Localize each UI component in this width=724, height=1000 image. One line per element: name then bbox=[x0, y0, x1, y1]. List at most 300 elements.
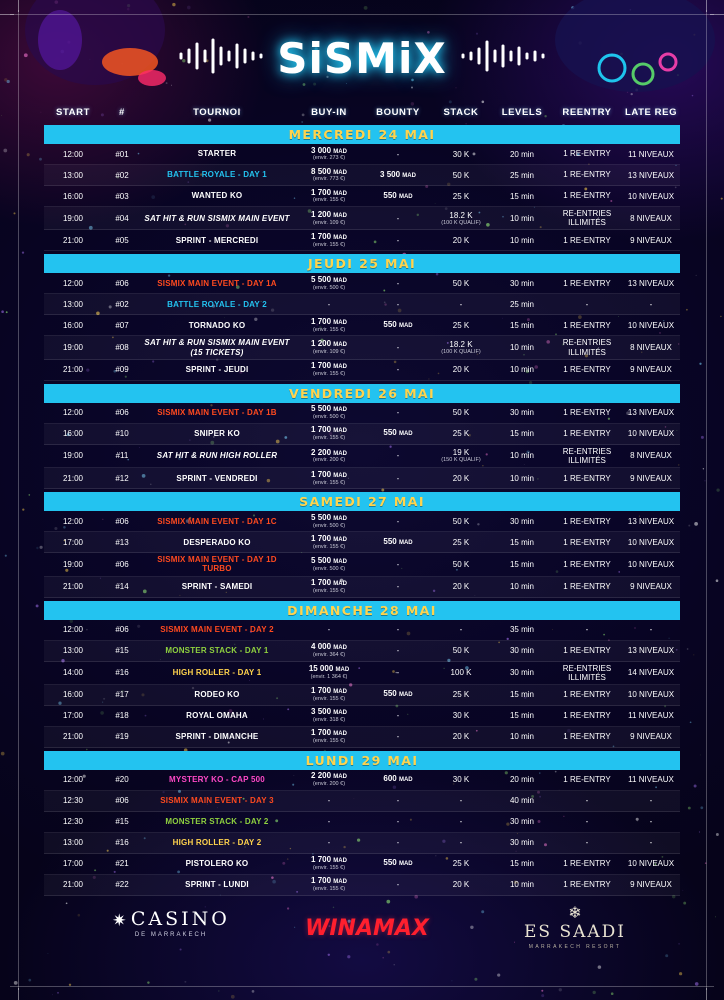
cell-buyin: 3 000 MAD (envir. 273 €) bbox=[311, 145, 347, 162]
cell-event-number: #17 bbox=[115, 690, 129, 700]
cell-late-reg: 8 NIVEAUX bbox=[630, 343, 672, 353]
cell-tournament-name: DESPERADO KO bbox=[183, 537, 251, 547]
day-title: SAMEDI 27 MAI bbox=[299, 494, 425, 510]
cell-levels: 30 min bbox=[509, 408, 534, 418]
winamax-name: WINAMAX bbox=[305, 916, 429, 941]
audio-wave-icon bbox=[457, 36, 547, 81]
cell-event-number: #15 bbox=[115, 646, 129, 655]
cell-bounty: - bbox=[396, 278, 400, 288]
cell-levels: 25 min bbox=[509, 170, 534, 180]
table-row bbox=[44, 662, 680, 685]
table-row bbox=[44, 812, 680, 833]
table-row bbox=[44, 685, 680, 706]
cell-start-time: 16:00 bbox=[62, 690, 84, 700]
cell-late-reg: 10 NIVEAUX bbox=[627, 537, 675, 547]
cell-event-number: #20 bbox=[115, 775, 129, 785]
cell-start-time: 12:00 bbox=[62, 408, 84, 418]
cell-levels: 30 min bbox=[509, 516, 534, 526]
cell-start-time: 19:00 bbox=[62, 451, 84, 461]
cell-stack: 20 K bbox=[452, 880, 470, 890]
frame-right bbox=[706, 10, 707, 990]
cell-stack: 25 K bbox=[452, 191, 470, 201]
column-header-late-reg: LATE REG bbox=[624, 106, 678, 118]
cell-bounty: - bbox=[396, 559, 400, 569]
cell-reentry: 1 RE-ENTRY bbox=[563, 473, 611, 483]
table-row bbox=[44, 791, 680, 812]
cell-tournament-name: STARTER bbox=[197, 149, 237, 159]
cell-event-number: #05 bbox=[115, 235, 129, 245]
cell-stack: 50 K bbox=[452, 170, 470, 180]
cell-buyin: 1 200 MAD (envir. 109 €) bbox=[311, 209, 347, 226]
cell-reentry: 1 RE-ENTRY bbox=[563, 170, 611, 180]
column-header-buy-in: BUY-IN bbox=[311, 106, 347, 118]
cell-event-number: #21 bbox=[115, 859, 129, 869]
cell-stack: 25 K bbox=[452, 320, 470, 330]
cell-levels: 10 min bbox=[509, 732, 534, 742]
cell-levels: 15 min bbox=[509, 429, 534, 439]
cell-tournament-name: SISMIX MAIN EVENT - DAY 2 bbox=[160, 624, 274, 634]
column-header-start: START bbox=[56, 106, 90, 118]
day-header bbox=[44, 601, 680, 620]
cell-levels: 10 min bbox=[509, 880, 534, 890]
cell-reentry: - bbox=[585, 796, 589, 806]
table-row bbox=[44, 620, 680, 641]
cell-reentry: 1 RE-ENTRY bbox=[563, 278, 611, 288]
table-row bbox=[44, 336, 680, 359]
cell-tournament-name: RODEO KO bbox=[194, 690, 240, 700]
table-row bbox=[44, 315, 680, 336]
cell-late-reg: 10 NIVEAUX bbox=[627, 320, 675, 330]
cell-late-reg: - bbox=[649, 299, 653, 309]
cell-reentry: 1 RE-ENTRY bbox=[563, 408, 611, 418]
cell-bounty: - bbox=[396, 582, 400, 591]
essaadi-subtitle: MARRAKECH RESORT bbox=[528, 944, 622, 950]
cell-stack: 25 K bbox=[452, 859, 470, 869]
cell-tournament-name: MONSTER STACK - DAY 1 bbox=[165, 645, 269, 655]
cell-tournament-name: HIGH ROLLER - DAY 2 bbox=[172, 838, 262, 848]
cell-stack: 50 K bbox=[452, 408, 470, 418]
cell-reentry: 1 RE-ENTRY bbox=[563, 645, 611, 655]
frame-bottom bbox=[10, 986, 714, 987]
sponsor-winamax bbox=[292, 916, 442, 941]
cell-event-number: #01 bbox=[115, 149, 129, 159]
cell-reentry: 1 RE-ENTRY bbox=[563, 732, 611, 742]
cell-tournament-name: MYSTERY KO - CAP 500 bbox=[169, 775, 265, 785]
cell-late-reg: - bbox=[649, 838, 653, 848]
cell-buyin: - bbox=[327, 838, 331, 848]
cell-tournament-name: SPRINT - JEUDI bbox=[185, 365, 249, 375]
cell-event-number: #08 bbox=[115, 343, 129, 353]
cell-bounty: 550 MAD bbox=[383, 689, 413, 699]
cell-tournament-name: SISMIX MAIN EVENT - DAY 1C bbox=[157, 516, 277, 526]
cell-buyin: 1 700 MAD (envir. 155 €) bbox=[311, 728, 347, 745]
cell-reentry: RE-ENTRIES ILLIMITÉS bbox=[562, 338, 612, 357]
cell-buyin: 15 000 MAD (envir. 1 364 €) bbox=[308, 664, 350, 681]
cell-stack: - bbox=[459, 625, 463, 634]
cell-stack: - bbox=[459, 838, 463, 848]
cell-event-number: #11 bbox=[115, 451, 129, 461]
cell-buyin: 5 500 MAD (envir. 500 €) bbox=[311, 404, 347, 421]
cell-reentry: - bbox=[585, 817, 589, 827]
cell-bounty: 550 MAD bbox=[383, 319, 413, 329]
crop-mark bbox=[18, 0, 19, 12]
cell-levels: 10 min bbox=[509, 473, 534, 483]
cell-tournament-name: BATTLE ROYALE - DAY 1 bbox=[167, 170, 267, 180]
cell-start-time: 16:00 bbox=[62, 191, 84, 201]
cell-buyin: 1 700 MAD (envir. 155 €) bbox=[311, 578, 347, 594]
table-row bbox=[44, 144, 680, 165]
cell-bounty: - bbox=[396, 625, 400, 634]
cell-late-reg: 8 NIVEAUX bbox=[630, 451, 672, 461]
cell-levels: 10 min bbox=[509, 343, 534, 353]
table-row bbox=[44, 186, 680, 207]
cell-late-reg: 10 NIVEAUX bbox=[627, 859, 675, 869]
schedule-table bbox=[44, 102, 680, 896]
logo-text: SiSMiX bbox=[277, 34, 447, 83]
cell-stack: 30 K bbox=[452, 711, 470, 721]
cell-stack: 19 K (150 K QUALIF) bbox=[441, 448, 481, 464]
cell-event-number: #09 bbox=[115, 365, 129, 375]
table-row bbox=[44, 468, 680, 489]
cell-stack: 25 K bbox=[452, 537, 470, 547]
cell-stack: 18.2 K (100 K QUALIF) bbox=[441, 210, 481, 226]
cell-levels: 15 min bbox=[509, 711, 534, 721]
cell-late-reg: 9 NIVEAUX bbox=[630, 732, 672, 742]
cell-late-reg: - bbox=[649, 625, 653, 634]
cell-bounty: - bbox=[396, 235, 400, 245]
cell-buyin: 1 700 MAD (envir. 155 €) bbox=[311, 533, 347, 550]
cell-event-number: #16 bbox=[115, 838, 129, 848]
cell-late-reg: 13 NIVEAUX bbox=[627, 516, 675, 526]
cell-event-number: #06 bbox=[115, 516, 129, 526]
cell-stack: 20 K bbox=[452, 473, 470, 483]
cell-bounty: - bbox=[396, 732, 400, 742]
table-row bbox=[44, 273, 680, 294]
column-header-bounty: BOUNTY bbox=[376, 106, 420, 118]
cell-start-time: 19:00 bbox=[62, 213, 84, 223]
cell-levels: 20 min bbox=[509, 149, 534, 159]
column-header-reentry: REENTRY bbox=[562, 106, 612, 118]
frame-left bbox=[18, 10, 19, 990]
cell-bounty: 550 MAD bbox=[383, 858, 413, 868]
cell-buyin: - bbox=[327, 817, 331, 827]
crop-mark bbox=[706, 988, 707, 1000]
cell-levels: 30 min bbox=[509, 838, 534, 848]
cell-levels: 15 min bbox=[509, 537, 534, 547]
cell-tournament-name: SISMIX MAIN EVENT - DAY 1D TURBO bbox=[157, 555, 277, 574]
table-row bbox=[44, 641, 680, 662]
casino-name: CASINO bbox=[130, 908, 230, 930]
day-title: VENDREDI 26 MAI bbox=[288, 385, 436, 401]
cell-stack: 50 K bbox=[452, 559, 470, 569]
cell-start-time: 21:00 bbox=[62, 582, 84, 591]
cell-reentry: 1 RE-ENTRY bbox=[563, 581, 611, 591]
sponsor-essaadi bbox=[490, 906, 660, 950]
cell-late-reg: 11 NIVEAUX bbox=[628, 775, 674, 785]
cell-tournament-name: BATTLE ROYALE - DAY 2 bbox=[167, 299, 267, 309]
cell-bounty: - bbox=[396, 473, 400, 483]
table-row bbox=[44, 553, 680, 576]
cell-late-reg: - bbox=[649, 796, 653, 806]
cell-buyin: 2 200 MAD (envir. 200 €) bbox=[311, 771, 347, 788]
cell-late-reg: 13 NIVEAUX bbox=[627, 408, 675, 418]
cell-late-reg: 9 NIVEAUX bbox=[630, 365, 672, 375]
cell-late-reg: 10 NIVEAUX bbox=[627, 559, 675, 569]
cell-start-time: 21:00 bbox=[62, 473, 84, 483]
cell-bounty: - bbox=[396, 838, 400, 848]
cell-event-number: #07 bbox=[115, 320, 129, 330]
table-row bbox=[44, 424, 680, 445]
cell-start-time: 17:00 bbox=[62, 859, 84, 869]
day-title: DIMANCHE 28 MAI bbox=[287, 602, 437, 618]
cell-late-reg: - bbox=[649, 817, 653, 827]
cell-buyin: 5 500 MAD (envir. 500 €) bbox=[311, 274, 347, 291]
cell-start-time: 12:00 bbox=[62, 775, 84, 785]
table-row bbox=[44, 770, 680, 791]
cell-event-number: #06 bbox=[115, 408, 129, 418]
cell-stack: 30 K bbox=[452, 149, 470, 159]
cell-levels: 30 min bbox=[509, 817, 534, 827]
audio-wave-icon bbox=[177, 36, 267, 81]
cell-reentry: RE-ENTRIES ILLIMITÉS bbox=[562, 446, 612, 465]
cell-event-number: #03 bbox=[115, 191, 129, 201]
cell-reentry: 1 RE-ENTRY bbox=[563, 880, 611, 890]
cell-start-time: 13:00 bbox=[62, 299, 84, 309]
cell-late-reg: 13 NIVEAUX bbox=[627, 170, 675, 180]
cell-buyin: 5 500 MAD (envir. 500 €) bbox=[311, 555, 347, 572]
cell-start-time: 14:00 bbox=[62, 668, 84, 678]
day-title: MERCREDI 24 MAI bbox=[288, 127, 436, 142]
event-logo bbox=[0, 34, 724, 100]
cell-late-reg: 13 NIVEAUX bbox=[627, 278, 675, 288]
cell-start-time: 21:00 bbox=[62, 235, 84, 245]
cell-reentry: 1 RE-ENTRY bbox=[563, 429, 611, 439]
cell-reentry: 1 RE-ENTRY bbox=[563, 859, 611, 869]
cell-buyin: 4 000 MAD (envir. 364 €) bbox=[311, 642, 347, 658]
cell-late-reg: 8 NIVEAUX bbox=[630, 213, 672, 223]
cell-late-reg: 9 NIVEAUX bbox=[630, 473, 672, 483]
cell-buyin: 1 700 MAD (envir. 155 €) bbox=[311, 855, 347, 872]
cell-late-reg: 9 NIVEAUX bbox=[630, 582, 672, 591]
cell-tournament-name: HIGH ROLLER - DAY 1 bbox=[172, 668, 262, 678]
cell-start-time: 21:00 bbox=[62, 732, 84, 742]
cell-start-time: 21:00 bbox=[62, 880, 84, 890]
cell-tournament-name: SISMIX MAIN EVENT - DAY 1A bbox=[157, 278, 277, 288]
table-row bbox=[44, 727, 680, 748]
cell-event-number: #06 bbox=[115, 796, 129, 806]
cell-start-time: 12:00 bbox=[62, 278, 84, 288]
cell-start-time: 13:00 bbox=[62, 646, 84, 655]
cell-stack: 30 K bbox=[452, 775, 470, 785]
cell-bounty: - bbox=[396, 516, 400, 526]
cell-stack: 100 K bbox=[450, 668, 472, 678]
column-header-tournoi: TOURNOI bbox=[193, 106, 241, 118]
cell-stack: - bbox=[459, 796, 463, 806]
table-row bbox=[44, 165, 680, 186]
cell-event-number: #02 bbox=[115, 170, 129, 180]
table-row bbox=[44, 875, 680, 896]
table-row bbox=[44, 706, 680, 727]
cell-reentry: RE-ENTRIES ILLIMITÉS bbox=[562, 663, 612, 682]
table-row bbox=[44, 403, 680, 424]
cell-start-time: 19:00 bbox=[62, 559, 84, 569]
cell-buyin: 1 700 MAD (envir. 155 €) bbox=[311, 686, 347, 703]
cell-stack: - bbox=[459, 817, 463, 827]
cell-event-number: #04 bbox=[115, 213, 129, 223]
cell-late-reg: 11 NIVEAUX bbox=[628, 149, 674, 159]
cell-reentry: - bbox=[585, 838, 589, 848]
cell-late-reg: 10 NIVEAUX bbox=[627, 690, 675, 700]
cell-levels: 10 min bbox=[509, 582, 534, 591]
cell-bounty: - bbox=[396, 149, 400, 159]
cell-tournament-name: ROYAL OMAHA bbox=[186, 711, 248, 721]
cell-event-number: #10 bbox=[115, 429, 129, 439]
table-row bbox=[44, 854, 680, 875]
column-header-levels: LEVELS bbox=[501, 106, 543, 118]
cell-bounty: 550 MAD bbox=[383, 190, 413, 200]
crop-mark bbox=[0, 14, 14, 15]
cell-reentry: 1 RE-ENTRY bbox=[563, 191, 611, 201]
cell-event-number: #14 bbox=[115, 582, 129, 591]
cell-bounty: - bbox=[396, 365, 400, 375]
cell-late-reg: 14 NIVEAUX bbox=[627, 668, 675, 678]
cell-bounty: - bbox=[396, 451, 400, 461]
cell-reentry: 1 RE-ENTRY bbox=[563, 320, 611, 330]
cell-event-number: #02 bbox=[115, 299, 129, 309]
cell-reentry: 1 RE-ENTRY bbox=[563, 365, 611, 375]
cell-reentry: - bbox=[585, 299, 589, 309]
cell-reentry: 1 RE-ENTRY bbox=[563, 690, 611, 700]
cell-event-number: #06 bbox=[115, 278, 129, 288]
essaadi-name: ES SAADI bbox=[523, 922, 626, 942]
cell-levels: 10 min bbox=[509, 235, 534, 245]
day-header bbox=[44, 254, 680, 273]
cell-levels: 15 min bbox=[509, 191, 534, 201]
cell-tournament-name: TORNADO KO bbox=[188, 320, 246, 330]
cell-levels: 10 min bbox=[509, 365, 534, 375]
cell-buyin: 1 700 MAD (envir. 155 €) bbox=[311, 876, 347, 893]
crop-mark bbox=[18, 988, 19, 1000]
cell-stack: - bbox=[459, 299, 463, 309]
table-row bbox=[44, 532, 680, 553]
cell-start-time: 12:00 bbox=[62, 149, 84, 159]
cell-start-time: 21:00 bbox=[62, 365, 84, 375]
day-header bbox=[44, 125, 680, 144]
palm-tree-icon: ❄ bbox=[568, 905, 582, 922]
cell-bounty: - bbox=[396, 646, 400, 655]
casino-subtitle: DE MARRAKECH bbox=[134, 931, 208, 938]
cell-buyin: 1 200 MAD (envir. 109 €) bbox=[311, 339, 347, 355]
cell-tournament-name: SNIPER KO bbox=[194, 429, 240, 439]
cell-levels: 15 min bbox=[509, 690, 534, 700]
cell-event-number: #19 bbox=[115, 732, 129, 742]
cell-stack: 18.2 K (100 K QUALIF) bbox=[441, 340, 481, 356]
cell-reentry: 1 RE-ENTRY bbox=[563, 149, 611, 159]
cell-buyin: - bbox=[327, 796, 331, 806]
cell-levels: 30 min bbox=[509, 646, 534, 655]
cell-stack: 20 K bbox=[452, 235, 470, 245]
cell-stack: 25 K bbox=[452, 690, 470, 700]
cell-start-time: 16:00 bbox=[62, 429, 84, 439]
cell-bounty: - bbox=[396, 796, 400, 806]
cell-start-time: 19:00 bbox=[62, 343, 84, 353]
cell-tournament-name: PISTOLERO KO bbox=[185, 859, 249, 869]
cell-levels: 15 min bbox=[509, 320, 534, 330]
cell-buyin: 8 500 MAD (envir. 773 €) bbox=[311, 166, 347, 183]
cell-stack: 20 K bbox=[452, 582, 470, 591]
cell-tournament-name: MONSTER STACK - DAY 2 bbox=[165, 817, 269, 827]
cell-tournament-name: SPRINT - SAMEDI bbox=[181, 581, 253, 591]
cell-start-time: 12:30 bbox=[62, 796, 84, 806]
table-header-row bbox=[44, 102, 680, 122]
cell-levels: 15 min bbox=[509, 859, 534, 869]
cell-bounty: - bbox=[396, 880, 400, 890]
cell-stack: 20 K bbox=[452, 365, 470, 375]
cell-bounty: - bbox=[396, 668, 400, 678]
cell-late-reg: 11 NIVEAUX bbox=[628, 711, 674, 721]
cell-event-number: #18 bbox=[115, 711, 129, 721]
cell-buyin: 1 700 MAD (envir. 155 €) bbox=[311, 316, 347, 333]
cell-levels: 20 min bbox=[509, 775, 534, 785]
cell-start-time: 12:30 bbox=[62, 817, 84, 827]
cell-buyin: 5 500 MAD (envir. 500 €) bbox=[311, 512, 347, 529]
table-row bbox=[44, 445, 680, 468]
cell-buyin: 1 700 MAD (envir. 155 €) bbox=[311, 425, 347, 442]
day-header bbox=[44, 751, 680, 770]
cell-buyin: 2 200 MAD (envir. 200 €) bbox=[311, 447, 347, 464]
cell-start-time: 12:00 bbox=[62, 516, 84, 526]
cell-reentry: 1 RE-ENTRY bbox=[563, 516, 611, 526]
cell-stack: 25 K bbox=[452, 429, 470, 439]
cell-levels: 30 min bbox=[509, 278, 534, 288]
table-row bbox=[44, 577, 680, 598]
cell-buyin: 1 700 MAD (envir. 155 €) bbox=[311, 469, 347, 486]
starburst-icon: ✷ bbox=[112, 910, 127, 930]
table-row bbox=[44, 294, 680, 315]
cell-levels: 35 min bbox=[509, 625, 534, 634]
cell-start-time: 13:00 bbox=[62, 170, 84, 180]
cell-bounty: 3 500 MAD bbox=[380, 169, 416, 179]
cell-buyin: 3 500 MAD (envir. 318 €) bbox=[311, 707, 347, 724]
cell-bounty: 550 MAD bbox=[383, 536, 413, 546]
cell-buyin: 1 700 MAD (envir. 155 €) bbox=[311, 231, 347, 248]
cell-start-time: 13:00 bbox=[62, 838, 84, 848]
cell-levels: 10 min bbox=[509, 451, 534, 461]
cell-late-reg: 9 NIVEAUX bbox=[630, 880, 672, 890]
cell-start-time: 16:00 bbox=[62, 320, 84, 330]
cell-levels: 10 min bbox=[509, 213, 534, 223]
cell-tournament-name: SISMIX MAIN EVENT - DAY 1B bbox=[157, 408, 277, 418]
cell-late-reg: 9 NIVEAUX bbox=[630, 235, 672, 245]
cell-reentry: 1 RE-ENTRY bbox=[563, 537, 611, 547]
cell-bounty: - bbox=[396, 299, 400, 309]
cell-tournament-name: SAT HIT & RUN HIGH ROLLER bbox=[156, 451, 278, 461]
cell-tournament-name: SISMIX MAIN EVENT - DAY 3 bbox=[160, 796, 274, 806]
cell-reentry: 1 RE-ENTRY bbox=[563, 235, 611, 245]
cell-start-time: 12:00 bbox=[62, 625, 84, 634]
table-row bbox=[44, 207, 680, 230]
cell-levels: 30 min bbox=[509, 668, 534, 678]
cell-tournament-name: SPRINT - MERCREDI bbox=[175, 235, 259, 245]
cell-tournament-name: SAT HIT & RUN SISMIX MAIN EVENT bbox=[144, 213, 290, 223]
cell-late-reg: 10 NIVEAUX bbox=[627, 191, 675, 201]
column-header--: # bbox=[119, 106, 125, 118]
cell-tournament-name: SPRINT - VENDREDI bbox=[176, 473, 258, 483]
crop-mark bbox=[710, 14, 724, 15]
cell-stack: 50 K bbox=[452, 516, 470, 526]
day-header bbox=[44, 492, 680, 511]
cell-reentry: 1 RE-ENTRY bbox=[563, 775, 611, 785]
